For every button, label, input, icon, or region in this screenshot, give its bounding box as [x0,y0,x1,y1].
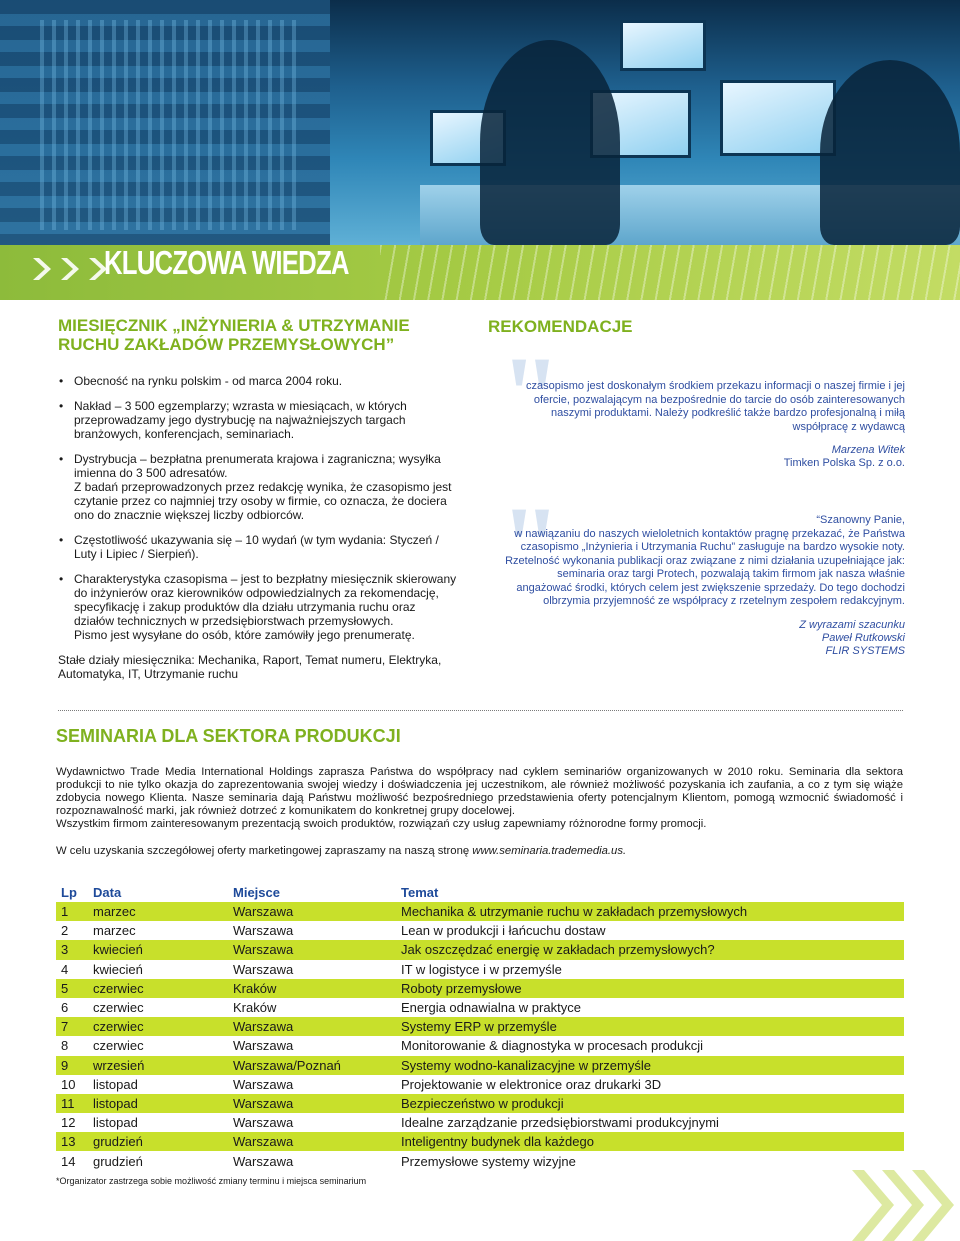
cell-topic: Systemy ERP w przemyśle [396,1017,904,1036]
cell-place: Warszawa [228,902,396,921]
cell-place: Kraków [228,979,396,998]
table-row [56,1075,904,1094]
chevron-arrows-icon [30,255,114,283]
quote-signature: Z wyrazami szacunku Paweł Rutkowski FLIR SYSTEMS [799,618,905,657]
recommendation-quote: czasopismo jest doskonałym środkiem przekazu informacji o naszej firmie i jej ofercie, pozwalającym na bezpośrednie do tarcie do osób zainteresowanych naszymi produktami. Należy podkreślić także bardzo profesjonalną i miłą współpracę z wydawcą Marzena Witek Timken Polska Sp. z o.o. [505,380,905,470]
operator-silhouette [820,60,960,245]
table-row [56,940,904,959]
cell-place: Warszawa [233,1076,294,1092]
cell-lp: 11 [56,1094,88,1113]
cell-date: czerwiec [88,979,228,998]
cell-lp: 13 [56,1132,88,1151]
list-item: • Częstotliwość ukazywania się – 10 wydań (w tym wydania: Styczeń / Luty i Lipiec / Sierpień). [58,533,458,561]
table-body [56,902,904,1171]
table-row [56,960,904,979]
monitor [620,20,706,71]
table-row [56,902,904,921]
section-divider [58,710,903,711]
magazine-info [58,374,458,681]
cell-date: marzec [88,902,228,921]
cell-place: Kraków [233,1000,277,1016]
cell-topic: Roboty przemysłowe [396,979,904,998]
seminars-title: SEMINARIA DLA SEKTORA PRODUKCJI [56,726,401,746]
cell-date: marzec [93,923,136,939]
cell-place: Warszawa [233,961,294,977]
table-header-row [56,882,904,902]
cell-place: Warszawa [233,1038,294,1054]
table-row [56,1036,904,1055]
table-row [56,1113,904,1132]
cell-topic: Jak oszczędzać energię w zakładach przemysłowych? [396,940,904,959]
table-row [56,1132,904,1151]
column-header-lp: Lp [61,884,77,900]
cell-lp: 2 [61,923,69,939]
cell-topic: Inteligentny budynek dla każdego [396,1132,904,1151]
cell-lp: 4 [61,961,69,977]
table-row [56,1151,904,1170]
cell-date: listopad [88,1094,228,1113]
info-list [58,374,458,642]
cell-topic: Energia odnawialna w praktyce [401,1000,581,1016]
cell-place: Warszawa [233,923,294,939]
cell-date: czerwiec [88,1017,228,1036]
list-item: • Nakład – 3 500 egzemplarzy; wzrasta w miesiącach, w których przeprowadzamy jego dystrybucję na najważniejszych targach branżowych, konferencjach, seminariach. [58,399,458,441]
column-header-topic: Temat [401,884,439,900]
recommendation-quote: “Szanowny Panie, w nawiązaniu do naszych wieloletnich kontaktów pragnę przekazać, że Państwa czasopismo „Inżynieria i Utrzymania Ruchu” zasługuje na bardzo wysokie noty. Rzetelność wykonania publikacji oraz związane z nimi działania uzupełniające jak: seminaria oraz targi Protech, pozwalają takim firmom jak nasza właśnie angażować środki, których celem jest zwiększenie sprzedaży. Do tego dochodzi olbrzymia przyjemność ze współpracy z rzetelnym zespołem redakcyjnym. Z wyrazami szacunku Paweł Rutkowski FLIR SYSTEMS [505,514,905,657]
monitor [720,80,836,156]
operator-silhouette [480,40,620,245]
cell-date: listopad [93,1115,138,1131]
cell-date: czerwiec [93,1000,144,1016]
cell-place: Warszawa [228,1017,396,1036]
cell-topic: Idealne zarządzanie przedsiębiorstwami produkcyjnymi [401,1115,719,1131]
table-row [56,979,904,998]
seminars-description: Wydawnictwo Trade Media International Holdings zaprasza Państwa do współpracy nad cyklem seminariów organizowanych w 2010 roku. Seminaria dla sektora produkcji to nie tylko okazja do zaprezentowania swojej wiedzy i doświadczenia jej uczestnikom, ale również możliwość pozyskania ich zaufania, a co z tym się wiąże zdobycia nowego Klienta. Nasze seminaria dają Państwu możliwość bezpośredniego przedstawienia oferty potencjalnym Klientom, pomogą wzmocnić świadomość i rozpoznawalność marki, jak również dotrzeć z komunikatem do konkretnej grupy docelowej. Wszystkim firmom zainteresowanym prezentacją swoich produktów, rozwiązań czy usług zapewniamy różnorodne formy promocji. [56,766,903,830]
cell-place: Warszawa [228,1132,396,1151]
cell-lp: 14 [61,1153,76,1169]
cell-topic: Projektowanie w elektronice oraz drukarki 3D [401,1076,662,1092]
cell-date: kwiecień [88,940,228,959]
column-header-place: Miejsce [233,884,280,900]
quote-mark-icon: " [500,484,562,606]
cell-topic: Lean w produkcji i łańcuchu dostaw [401,923,606,939]
cell-topic: Bezpieczeństwo w produkcji [396,1094,904,1113]
list-item: • Obecność na rynku polskim - od marca 2004 roku. [58,374,458,388]
cell-lp: 8 [61,1038,69,1054]
table-row [56,1017,904,1036]
seminars-link[interactable]: www.seminaria.trademedia.us. [472,845,627,857]
cell-lp: 1 [56,902,88,921]
recommendations-title: REKOMENDACJE [488,317,633,336]
quote-signature: Marzena Witek Timken Polska Sp. z o.o. [783,444,905,469]
cell-place: Warszawa [233,1115,294,1131]
cell-topic: Mechanika & utrzymanie ruchu w zakładach przemysłowych [396,902,904,921]
table-row [56,1056,904,1075]
regular-sections: Stałe działy miesięcznika: Mechanika, Raport, Temat numeru, Elektryka, Automatyka, IT, Utrzymanie ruchu [58,653,442,681]
footnote: *Organizator zastrzega sobie możliwość zmiany terminu i miejsca seminarium [56,1176,367,1186]
seminar-schedule-table [56,882,904,1171]
cell-lp: 5 [56,979,88,998]
header-photo [0,0,960,245]
cell-lp: 3 [56,940,88,959]
cell-place: Warszawa [228,940,396,959]
cell-place: Warszawa/Poznań [228,1056,396,1075]
table-row [56,998,904,1017]
table-row [56,1094,904,1113]
cell-place: Warszawa [228,1094,396,1113]
quote-mark-icon: " [500,334,562,456]
cell-topic: IT w logistyce i w przemyśle [401,961,562,977]
seminars-cta: W celu uzyskania szczegółowej oferty marketingowej zapraszamy na naszą stronę www.seminaria.trademedia.us. [56,845,627,857]
cell-lp: 10 [61,1076,76,1092]
page-title: KLUCZOWA WIEDZA [104,244,349,281]
magazine-title: MIESIĘCZNIK „INŻYNIERIA & UTRZYMANIE RUCHU ZAKŁADÓW PRZEMYSŁOWYCH” [58,316,410,354]
column-header-date: Data [93,884,122,900]
cell-topic: Przemysłowe systemy wizyjne [401,1153,576,1169]
cell-topic: Systemy wodno-kanalizacyjne w przemyśle [396,1056,904,1075]
cell-date: czerwiec [93,1038,144,1054]
cell-date: kwiecień [93,961,143,977]
cell-date: listopad [93,1076,138,1092]
cell-lp: 7 [56,1017,88,1036]
cell-topic: Monitorowanie & diagnostyka w procesach produkcji [401,1038,704,1054]
cell-lp: 9 [56,1056,88,1075]
cell-date: grudzień [93,1153,143,1169]
table-row [56,921,904,940]
cell-place: Warszawa [233,1153,294,1169]
cell-lp: 6 [61,1000,69,1016]
cell-date: grudzień [88,1132,228,1151]
cell-lp: 12 [61,1115,76,1131]
cell-date: wrzesień [88,1056,228,1075]
decorative-chevrons-icon [842,1170,960,1241]
list-item: • Charakterystyka czasopisma – jest to bezpłatny miesięcznik skierowany do inżynierów oraz kierowników odpowiedzialnych za rekomendację, specyfikację i zakup produktów dla działu utrzymania ruchu oraz działów technicznych w przedsiębiorstwach przemysłowych. Pismo jest wysyłane do osób, które zamówiły jego prenumeratę. [58,572,458,642]
list-item: • Dystrybucja – bezpłatna prenumerata krajowa i zagraniczna; wysyłka imienna do 3 500 adresatów. Z badań przeprowadzonych przez redakcję wynika, że czasopismo jest czytanie przez co najmniej trzy osoby w firmie, co oznacza, że dociera ono do znacznie większej liczby odbiorców. [58,452,458,522]
